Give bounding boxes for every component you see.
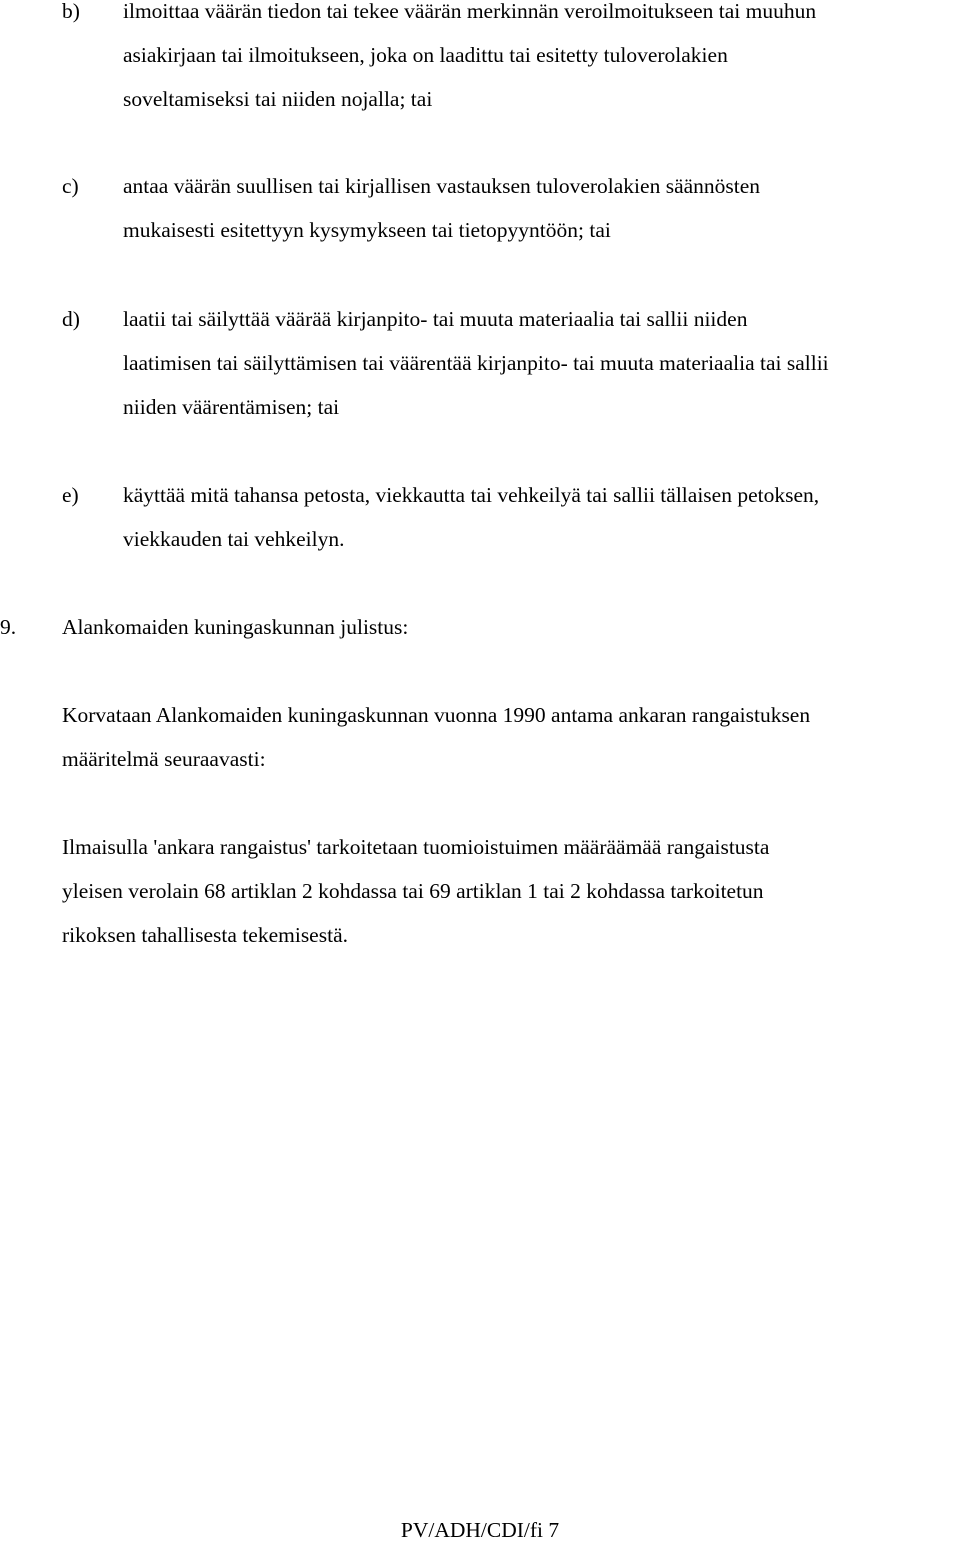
section-title: Alankomaiden kuningaskunnan julistus: — [62, 615, 409, 639]
list-item-text-line: mukaisesti esitettyyn kysymykseen tai tietopyyntöön; tai — [123, 218, 611, 242]
list-marker: d) — [62, 307, 80, 331]
paragraph-line: Ilmaisulla 'ankara rangaistus' tarkoitetaan tuomioistuimen määräämää rangaistusta — [62, 835, 770, 859]
list-item-text-line: laatii tai säilyttää väärää kirjanpito- tai muuta materiaalia tai sallii niiden — [123, 307, 748, 331]
list-marker: e) — [62, 483, 79, 507]
list-item-text-line: viekkauden tai vehkeilyn. — [123, 527, 345, 551]
page-footer-reference: PV/ADH/CDI/fi 7 — [400, 1518, 560, 1542]
list-item-text-line: ilmoittaa väärän tiedon tai tekee väärän merkinnän veroilmoitukseen tai muuhun — [123, 0, 817, 23]
section-number: 9. — [0, 615, 17, 639]
paragraph-line: rikoksen tahallisesta tekemisestä. — [62, 923, 348, 947]
list-item-text-line: niiden väärentämisen; tai — [123, 395, 340, 419]
paragraph-line: määritelmä seuraavasti: — [62, 747, 266, 771]
list-item-text-line: asiakirjaan tai ilmoitukseen, joka on laadittu tai esitetty tuloverolakien — [123, 43, 728, 67]
list-item-text-line: soveltamiseksi tai niiden nojalla; tai — [123, 87, 433, 111]
list-item-text-line: laatimisen tai säilyttämisen tai väärentää kirjanpito- tai muuta materiaalia tai sallii — [123, 351, 829, 375]
paragraph-line: yleisen verolain 68 artiklan 2 kohdassa tai 69 artiklan 1 tai 2 kohdassa tarkoitetun — [62, 879, 764, 903]
list-item-text-line: käyttää mitä tahansa petosta, viekkautta tai vehkeilyä tai sallii tällaisen petoksen, — [123, 483, 820, 507]
paragraph-line: Korvataan Alankomaiden kuningaskunnan vuonna 1990 antama ankaran rangaistuksen — [62, 703, 811, 727]
list-marker: c) — [62, 174, 79, 198]
list-item-text-line: antaa väärän suullisen tai kirjallisen vastauksen tuloverolakien säännösten — [123, 174, 761, 198]
list-marker: b) — [62, 0, 80, 23]
